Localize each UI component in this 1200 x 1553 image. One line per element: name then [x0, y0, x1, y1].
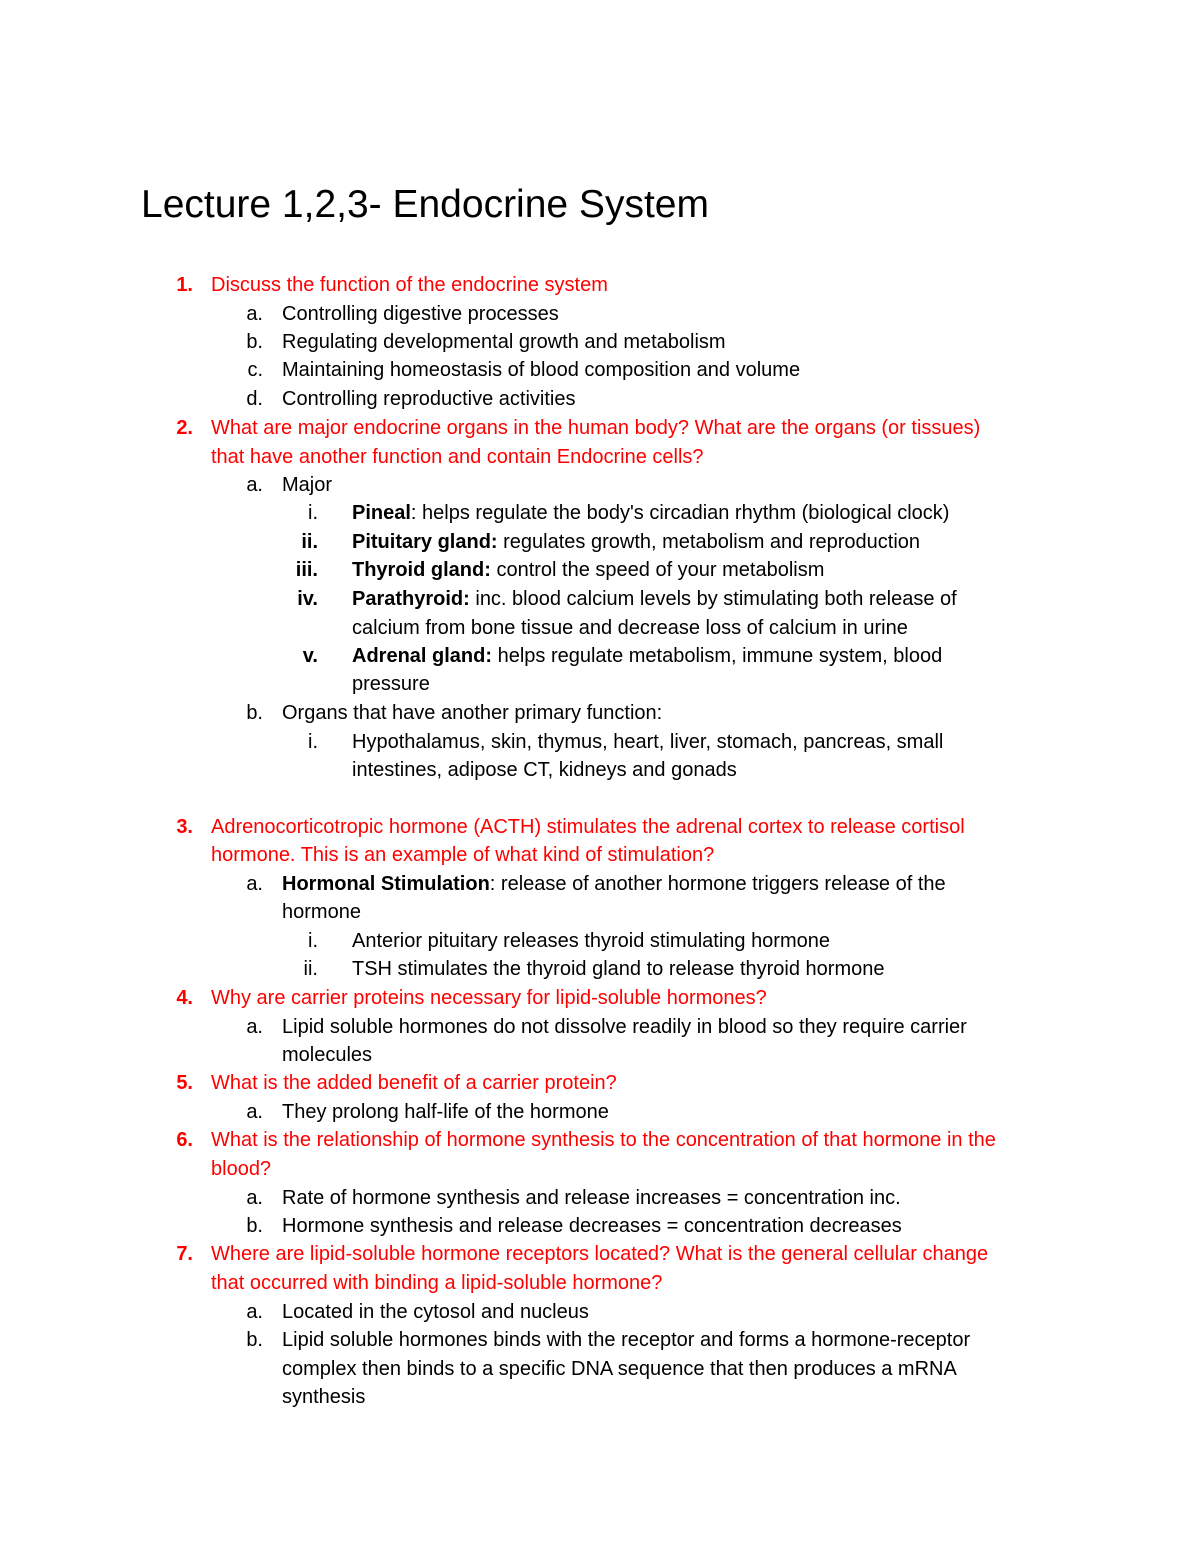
question-number: 3. [176, 816, 193, 838]
answer-text: complex then binds to a specific DNA sequence that then produces a mRNA [282, 1358, 957, 1380]
list-marker: v. [302, 645, 318, 667]
definition: regulates growth, metabolism and reproduction [497, 531, 921, 553]
answer-text [352, 642, 942, 670]
answer-text: Organs that have another primary function: [282, 702, 663, 724]
question-number: 7. [176, 1243, 193, 1265]
question-number: 2. [176, 417, 193, 439]
definition: control the speed of your metabolism [490, 559, 825, 581]
answer-text: Located in the cytosol and nucleus [282, 1301, 589, 1323]
question-text: Where are lipid-soluble hormone receptors located? What is the general cellular change [211, 1243, 989, 1265]
answer-text: Major [282, 474, 333, 496]
answer-text [352, 499, 949, 527]
question-number: 5. [176, 1072, 193, 1094]
definition: : release of another hormone triggers release of the [489, 873, 946, 895]
question-text: blood? [211, 1158, 272, 1180]
definition: : helps regulate the body's circadian rhythm (biological clock) [410, 502, 950, 524]
answer-text: synthesis [282, 1386, 366, 1408]
list-marker: a. [246, 1101, 263, 1123]
list-marker: a. [246, 303, 263, 325]
question-text: that occurred with binding a lipid-soluble hormone? [211, 1272, 663, 1294]
list-marker: i. [308, 502, 318, 524]
question-text: hormone. This is an example of what kind of stimulation? [211, 844, 715, 866]
answer-text: calcium from bone tissue and decrease loss of calcium in urine [352, 617, 908, 639]
list-marker: ii. [301, 531, 318, 553]
answer-text: Controlling digestive processes [282, 303, 559, 325]
question-text: What are major endocrine organs in the human body? What are the organs (or tissues) [211, 417, 981, 439]
answer-text: They prolong half-life of the hormone [282, 1101, 609, 1123]
answer-text: Hypothalamus, skin, thymus, heart, liver, stomach, pancreas, small [352, 731, 944, 753]
answer-text: Rate of hormone synthesis and release increases = concentration inc. [282, 1187, 901, 1209]
list-marker: b. [246, 331, 263, 353]
list-marker: a. [246, 1301, 263, 1323]
answer-text: Lipid soluble hormones do not dissolve readily in blood so they require carrier [282, 1016, 967, 1038]
page-title: Lecture 1,2,3- Endocrine System [141, 183, 709, 226]
question-number: 1. [176, 274, 193, 296]
list-marker: i. [308, 731, 318, 753]
answer-text: molecules [282, 1044, 373, 1066]
answer-text [352, 585, 957, 613]
list-marker: ii. [303, 958, 318, 980]
answer-text: pressure [352, 673, 430, 695]
answer-text: intestines, adipose CT, kidneys and gonads [352, 759, 737, 781]
list-marker: a. [246, 1016, 263, 1038]
question-text: What is the relationship of hormone synthesis to the concentration of that hormone in the [211, 1129, 996, 1151]
list-marker: a. [246, 873, 263, 895]
answer-text: TSH stimulates the thyroid gland to release thyroid hormone [352, 958, 885, 980]
term: Thyroid gland: [352, 559, 491, 581]
term: Adrenal gland: [352, 645, 493, 667]
answer-text: Lipid soluble hormones binds with the receptor and forms a hormone-receptor [282, 1329, 971, 1351]
question-text: What is the added benefit of a carrier protein? [211, 1072, 617, 1094]
answer-text: Anterior pituitary releases thyroid stimulating hormone [352, 930, 830, 952]
answer-text: hormone [282, 901, 361, 923]
list-marker: b. [246, 702, 263, 724]
definition: helps regulate metabolism, immune system, blood [492, 645, 943, 667]
answer-text: Controlling reproductive activities [282, 388, 576, 410]
question-text: Why are carrier proteins necessary for lipid-soluble hormones? [211, 987, 767, 1009]
answer-text: Hormone synthesis and release decreases = concentration decreases [282, 1215, 902, 1237]
answer-text: Regulating developmental growth and metabolism [282, 331, 726, 353]
list-marker: iii. [295, 559, 318, 581]
question-number: 4. [176, 987, 193, 1009]
definition: inc. blood calcium levels by stimulating both release of [469, 588, 957, 610]
answer-text [282, 870, 946, 898]
list-marker: b. [246, 1215, 263, 1237]
term: Parathyroid: [352, 588, 470, 610]
answer-text [352, 528, 920, 556]
answer-text: Maintaining homeostasis of blood composition and volume [282, 359, 801, 381]
list-marker: i. [308, 930, 318, 952]
question-number: 6. [176, 1129, 193, 1151]
question-text: that have another function and contain Endocrine cells? [211, 446, 704, 468]
answer-text [352, 556, 824, 584]
list-marker: d. [246, 388, 263, 410]
list-marker: iv. [297, 588, 318, 610]
term: Pineal [352, 502, 411, 524]
question-text: Discuss the function of the endocrine system [211, 274, 608, 296]
term: Hormonal Stimulation [282, 873, 490, 895]
question-text: Adrenocorticotropic hormone (ACTH) stimulates the adrenal cortex to release cortisol [211, 816, 965, 838]
list-marker: a. [246, 1187, 263, 1209]
list-marker: a. [246, 474, 263, 496]
term: Pituitary gland: [352, 531, 498, 553]
list-marker: c. [247, 359, 263, 381]
list-marker: b. [246, 1329, 263, 1351]
